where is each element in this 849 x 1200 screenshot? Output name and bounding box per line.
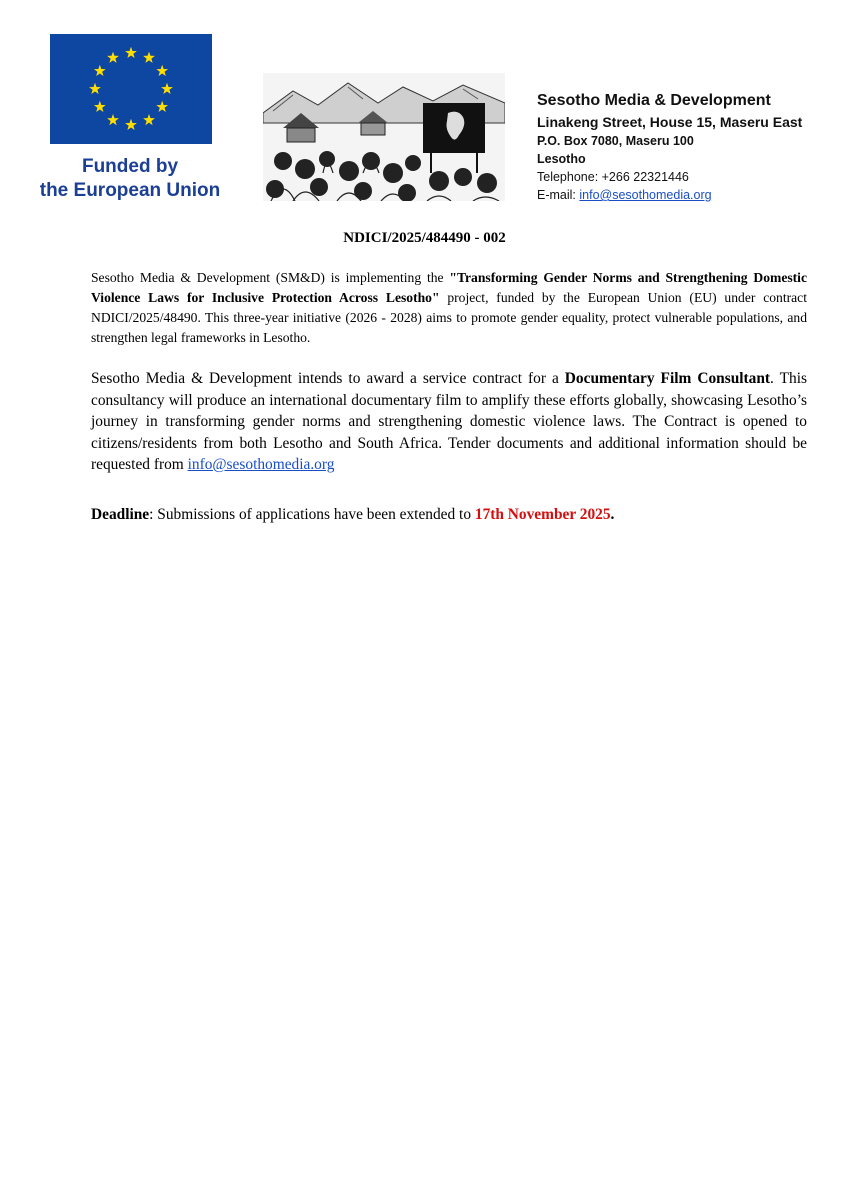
contact-email-link[interactable]: info@sesothomedia.org <box>187 456 335 473</box>
project-title: "Transforming Gender Norms and Strengthening Domestic Violence Laws for Inclusive Protection Across Lesotho" <box>91 270 807 305</box>
eu-star-icon <box>125 47 137 58</box>
eu-star-icon <box>143 114 155 125</box>
org-email-line <box>537 186 837 204</box>
org-country: Lesotho <box>537 152 586 166</box>
p2-rest: . This consultancy will produce an international documentary film to amplify these efforts globally, showcasing Lesotho’s journey in transforming gender norms and strengthening domestic violence laws. The Contract is opened to citizens/residents from both Lesotho and South Africa. Tender documents and additional information should be requested from <box>91 370 807 473</box>
deadline-date: 17th November 2025 <box>474 506 611 523</box>
eu-star-icon <box>94 101 106 112</box>
p2-intro: Sesotho Media & Development intends to award a service contract for a <box>91 370 565 387</box>
eu-star-icon <box>156 101 168 112</box>
eu-star-icon <box>143 52 155 63</box>
deadline-label: Deadline <box>91 506 150 523</box>
consultant-role: Documentary Film Consultant <box>564 370 771 387</box>
eu-star-icon <box>89 83 101 94</box>
org-email-link[interactable]: info@sesothomedia.org <box>579 188 712 202</box>
eu-star-icon <box>125 119 137 130</box>
contract-paragraph <box>91 368 807 476</box>
p1-rest: project, funded by the European Union (EU) under contract NDICI/2025/48490. This three-year initiative (2026 - 2028) aims to promote gender equality, protect vulnerable populations, and strengthen legal frameworks in Lesotho. <box>91 290 807 345</box>
deadline-end: . <box>610 506 615 523</box>
eu-star-icon <box>156 65 168 76</box>
eu-funding-caption <box>20 155 240 203</box>
deadline-paragraph <box>91 504 807 526</box>
eu-caption-line1: Funded by <box>81 156 179 177</box>
crowd-sketch-icon <box>263 73 505 201</box>
eu-stars-icon <box>50 34 212 144</box>
eu-star-icon <box>161 83 173 94</box>
p1-intro: Sesotho Media & Development (SM&D) is implementing the <box>91 270 450 285</box>
eu-star-icon <box>107 52 119 63</box>
intro-paragraph <box>91 268 807 348</box>
org-po-box: P.O. Box 7080, Maseru 100 <box>537 134 694 148</box>
eu-star-icon <box>94 65 106 76</box>
org-street: Linakeng Street, House 15, Maseru East <box>537 114 803 130</box>
eu-star-icon <box>107 114 119 125</box>
eu-caption-line2: the European Union <box>39 180 221 201</box>
org-contact-block <box>537 90 837 204</box>
deadline-text: : Submissions of applications have been extended to <box>149 506 475 523</box>
org-name: Sesotho Media & Development <box>537 92 771 109</box>
org-telephone: Telephone: +266 22321446 <box>537 170 689 184</box>
document-reference: NDICI/2025/484490 - 002 <box>343 230 506 246</box>
eu-flag-logo <box>50 34 212 144</box>
org-email-label: E-mail: <box>537 188 580 202</box>
community-illustration <box>263 73 505 201</box>
